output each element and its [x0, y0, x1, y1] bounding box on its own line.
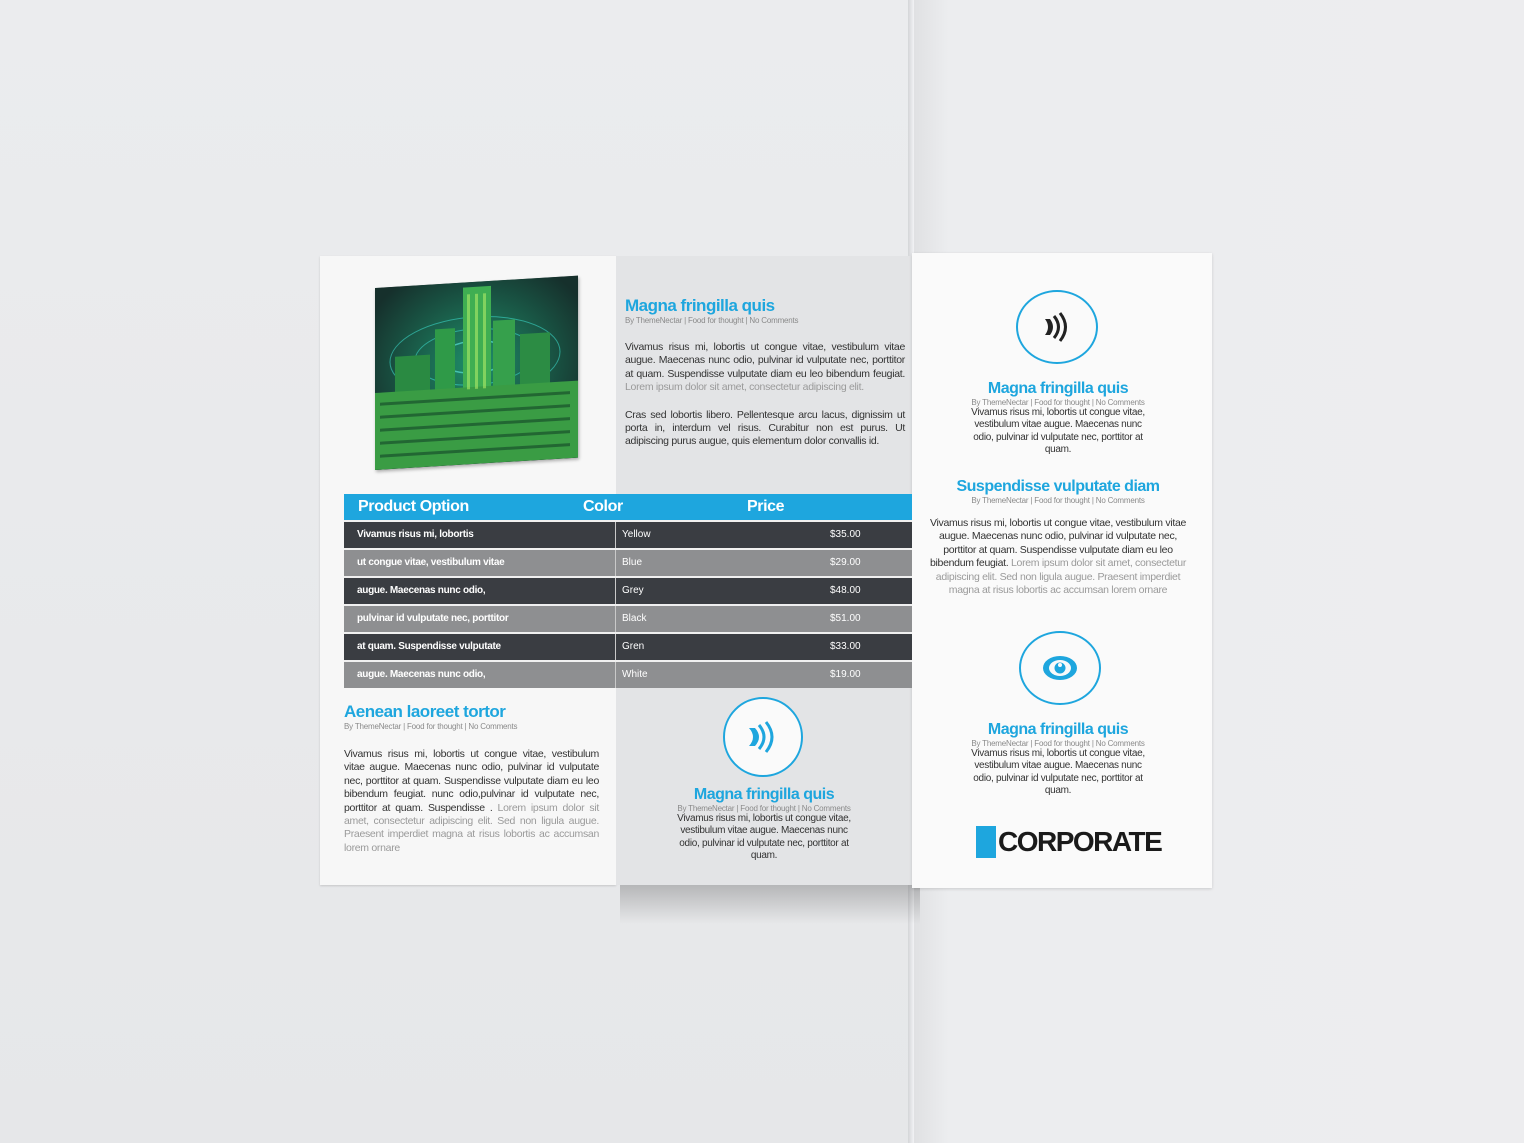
table-row [344, 604, 912, 632]
logo-text: CORPORATE [998, 826, 1162, 857]
row-option: pulvinar id vulputate nec, porttitor [357, 613, 509, 624]
row-option: Vivamus risus mi, lobortis [357, 529, 474, 540]
city-image [375, 276, 578, 470]
product-table [344, 494, 912, 688]
feature-right-bottom-byline: By ThemeNectar | Food for thought | No Comments [971, 739, 1145, 748]
header-price: Price [747, 498, 785, 515]
row-color: Grey [622, 585, 644, 596]
row-price: $48.00 [830, 585, 861, 596]
row-price: $51.00 [830, 613, 861, 624]
row-option: ut congue vitae, vestibulum vitae [357, 557, 505, 568]
feature-center-title: Magna fringilla quis [693, 786, 835, 803]
table-row [344, 576, 912, 604]
article-left-body-text: Vivamus risus mi, lobortis ut congue vitae, vestibulum vitae augue. Maecenas nunc odio, pulvinar id vulputate nec, porttitor at quam. Suspendisse vulputate diam eu leo bibendum feugiat. nunc odio,pulvinar id vulputate nec, porttitor at quam. Suspendisse . [344, 748, 599, 814]
row-price: $19.00 [830, 669, 861, 680]
row-color: Blue [622, 557, 643, 568]
article-right-title: Suspendisse vulputate diam [956, 478, 1160, 495]
article-left [344, 702, 599, 855]
logo-mark [976, 826, 996, 858]
feature-right-top-title: Magna fringilla quis [987, 380, 1129, 397]
article-top-para1-text: Vivamus risus mi, lobortis ut congue vitae, vestibulum vitae augue. Maecenas nunc odio, pulvinar id vulputate nec, porttitor at quam. Suspendisse vulputate diam eu leo bibendum feugiat. [625, 341, 905, 380]
brochure-shadow [620, 884, 920, 924]
sound-wave-icon [1016, 290, 1098, 364]
article-left-title: Aenean laoreet tortor [344, 702, 506, 721]
table-row [344, 632, 912, 660]
row-price: $35.00 [830, 529, 861, 540]
feature-right-top-body: Vivamus risus mi, lobortis ut congue vitae, vestibulum vitae augue. Maecenas nunc odio, pulvinar id vulputate nec, porttitor at quam. [971, 407, 1145, 455]
article-right-byline: By ThemeNectar | Food for thought | No Comments [971, 496, 1145, 505]
feature-right-bottom-title: Magna fringilla quis [987, 721, 1129, 738]
article-top [625, 296, 905, 449]
feature-center [674, 786, 854, 862]
article-top-byline: By ThemeNectar | Food for thought | No Comments [625, 316, 799, 325]
table-header [344, 494, 912, 520]
article-right-body [926, 517, 1190, 597]
sound-wave-icon [723, 697, 803, 777]
row-price: $29.00 [830, 557, 861, 568]
article-top-para1-muted: Lorem ipsum dolor sit amet, consectetur adipiscing elit. [625, 381, 864, 394]
header-product-option: Product Option [358, 498, 469, 515]
row-color: Gren [622, 641, 645, 652]
feature-center-body: Vivamus risus mi, lobortis ut congue vitae, vestibulum vitae augue. Maecenas nunc odio, pulvinar id vulputate nec, porttitor at quam. [677, 813, 851, 861]
article-left-body-muted: Lorem ipsum dolor sit amet, consectetur adipiscing elit. Sed non ligula augue. Praesent imperdiet magna at risus lobortis ac accumsan lorem ornare [344, 801, 599, 854]
feature-right-top [968, 380, 1148, 456]
row-color: White [622, 669, 648, 680]
feature-right-bottom-body: Vivamus risus mi, lobortis ut congue vitae, vestibulum vitae augue. Maecenas nunc odio, pulvinar id vulputate nec, porttitor at quam. [971, 748, 1145, 796]
article-right-body-text: Vivamus risus mi, lobortis ut congue vitae, vestibulum vitae augue. Maecenas nunc odio, pulvinar id vulputate nec, porttitor at quam. Suspendisse vulputate diam eu leo bibendum feugiat. [929, 517, 1187, 570]
table-row [344, 660, 912, 688]
row-option: augue. Maecenas nunc odio, [357, 585, 486, 596]
feature-right-bottom [968, 721, 1148, 797]
table-row [344, 548, 912, 576]
article-left-byline: By ThemeNectar | Food for thought | No Comments [344, 722, 518, 731]
article-right [926, 478, 1190, 597]
eye-icon [1019, 631, 1101, 705]
article-right-body-muted: Lorem ipsum dolor sit amet, consectetur adipiscing elit. Sed non ligula augue. Praesent imperdiet magna at risus lobortis ac accumsan lorem ornare [935, 557, 1187, 597]
corporate-logo [976, 826, 1161, 858]
row-price: $33.00 [830, 641, 861, 652]
table-row [344, 520, 912, 548]
row-color: Yellow [622, 529, 651, 540]
article-top-para2: Cras sed lobortis libero. Pellentesque arcu lacus, dignissim ut porta in, interdum vel risus. Curabitur non est purus. Ut adipiscing purus augue, quis elementum dolor convallis id. [625, 408, 905, 448]
row-color: Black [622, 613, 647, 624]
feature-right-top-byline: By ThemeNectar | Food for thought | No Comments [971, 398, 1145, 407]
article-left-body [344, 748, 599, 855]
article-top-para1 [625, 341, 905, 395]
article-top-title: Magna fringilla quis [625, 296, 775, 315]
header-color: Color [583, 498, 623, 515]
row-option: augue. Maecenas nunc odio, [357, 669, 486, 680]
row-option: at quam. Suspendisse vulputate [357, 641, 501, 652]
feature-center-byline: By ThemeNectar | Food for thought | No Comments [677, 804, 851, 813]
